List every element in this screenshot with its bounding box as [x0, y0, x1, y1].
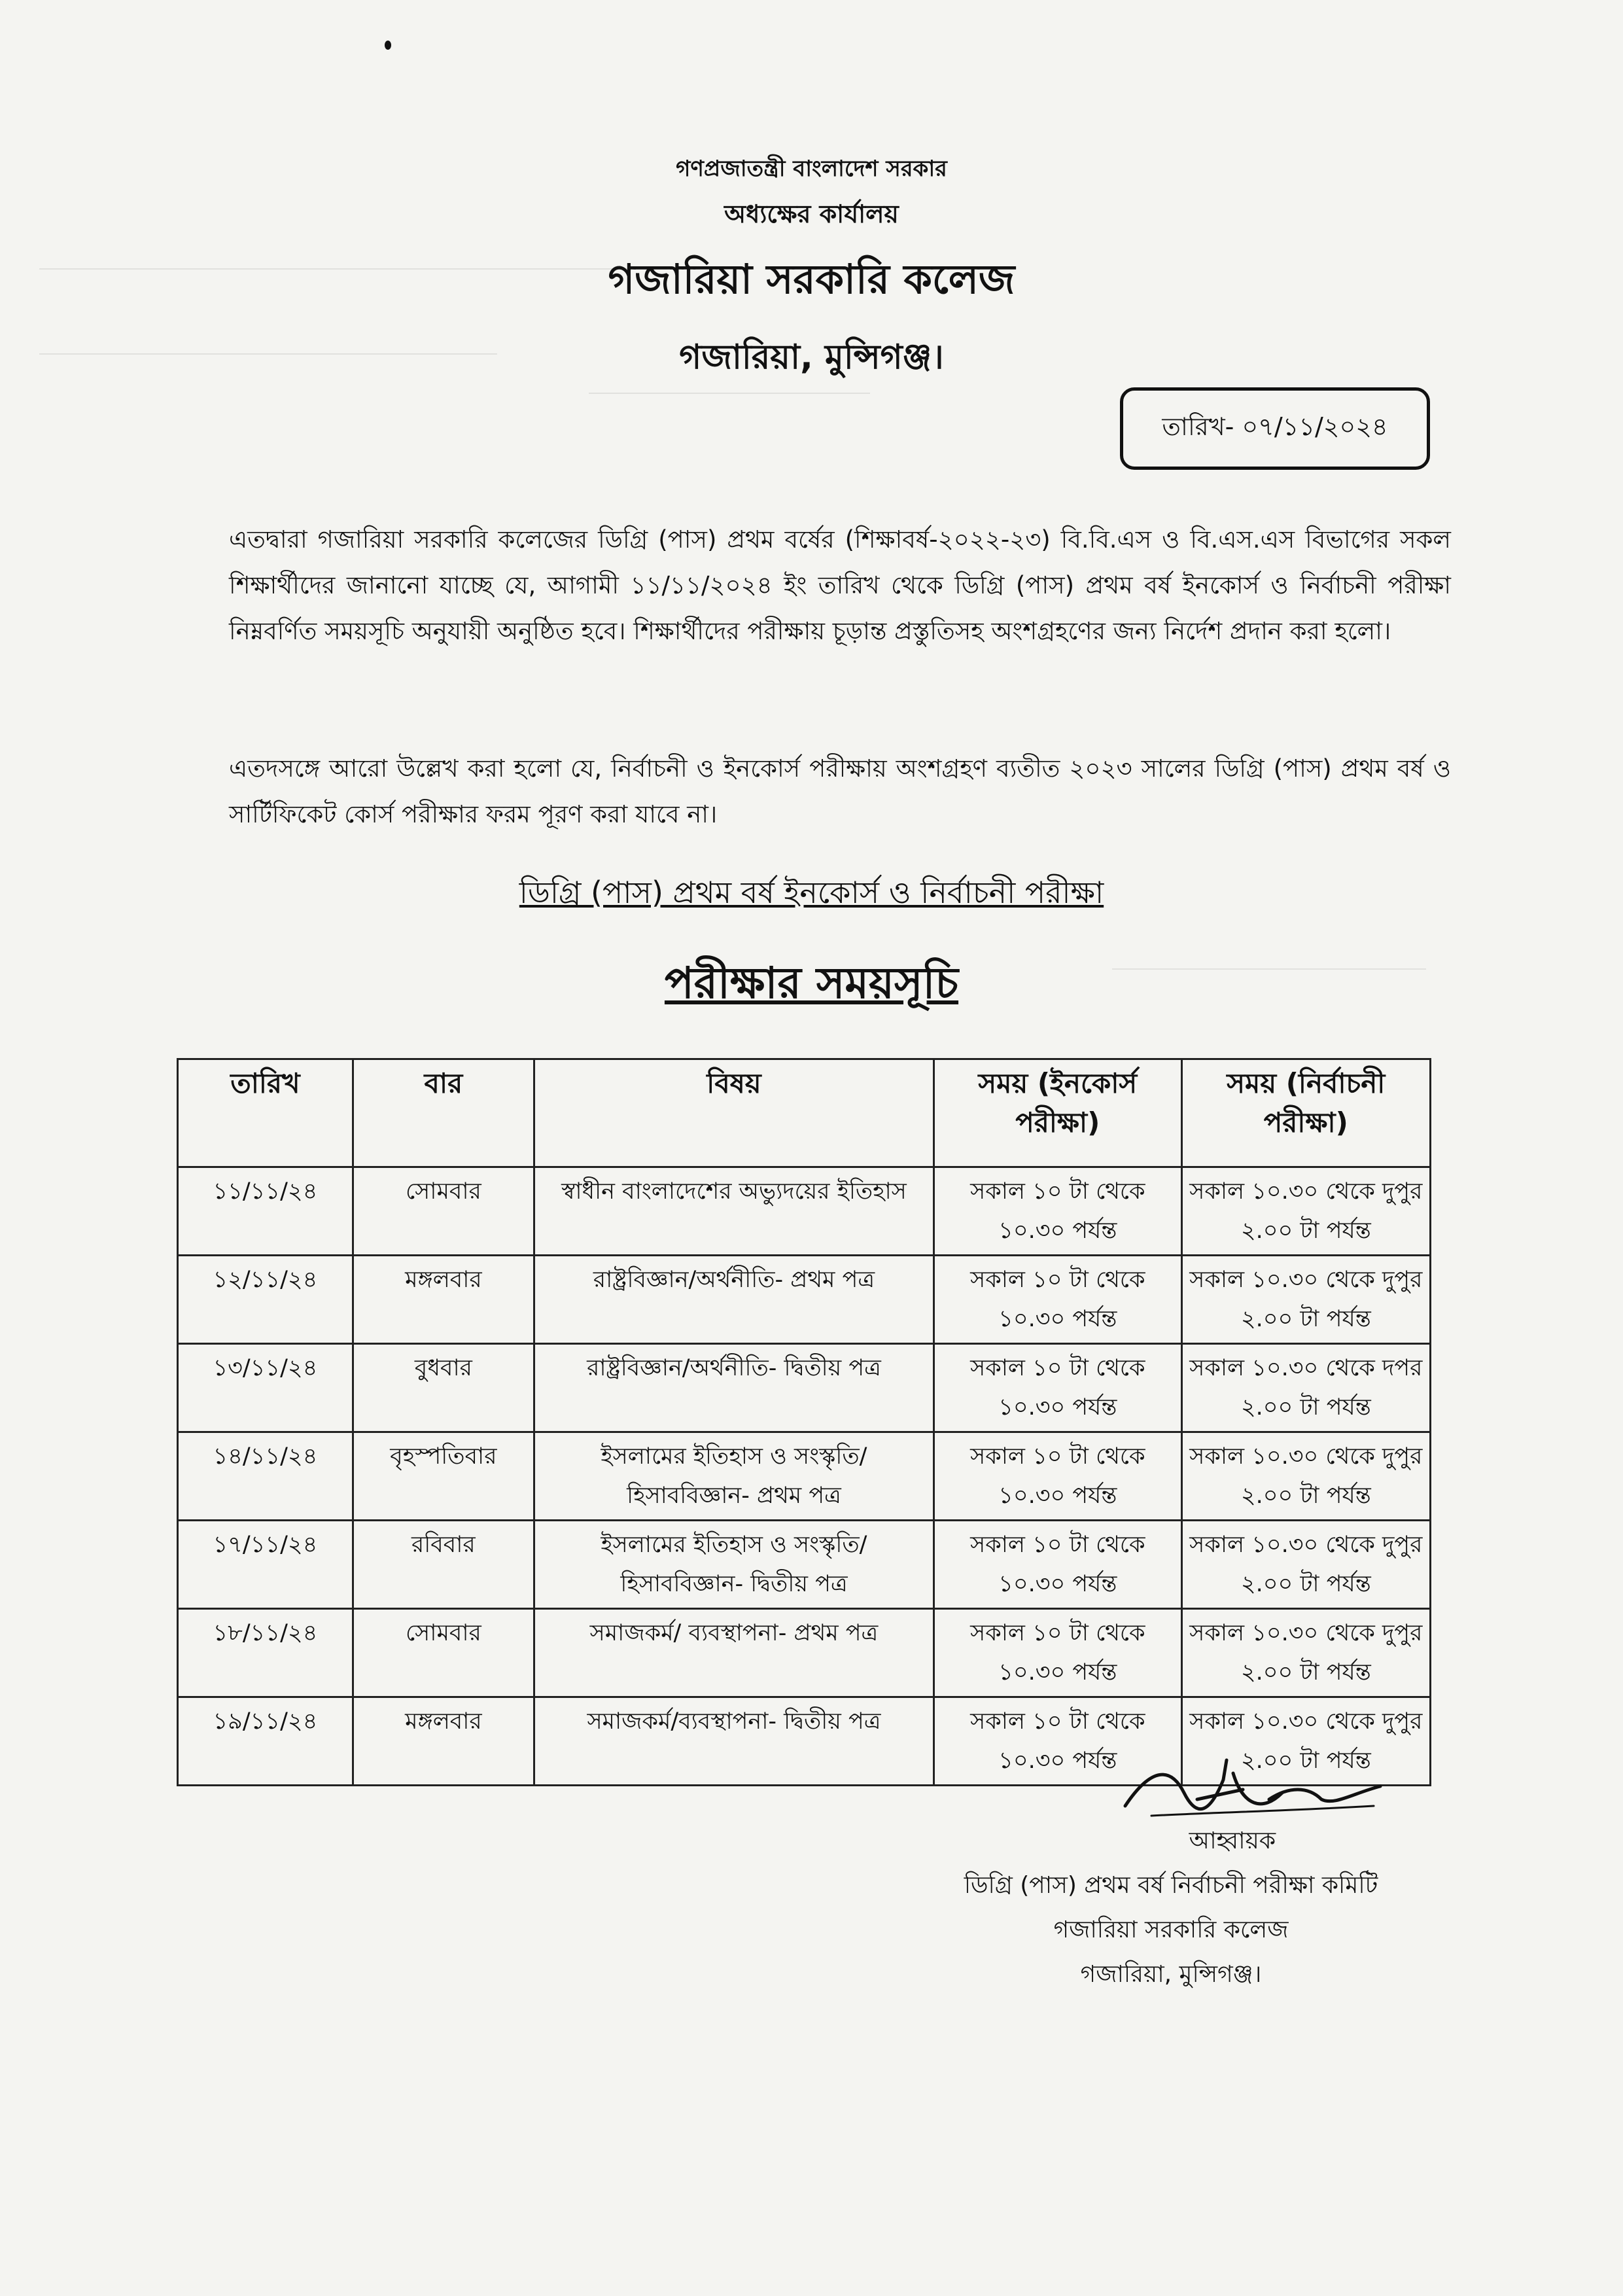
notice-paragraph-1: এতদ্বারা গজারিয়া সরকারি কলেজের ডিগ্রি (পাস) প্রথম বর্ষের (শিক্ষাবর্ষ-২০২২-২৩) বি.বি.এস ও বি.এস.এস বিভাগের সকল শিক্ষার্থীদের জানানো যাচ্ছে যে, আগামী ১১/১১/২০২৪ ইং তারিখ থেকে ডিগ্রি (পাস) প্রথম বর্ষ ইনকোর্স ও নির্বাচনী পরীক্ষা নিম্নবর্ণিত সময়সূচি অনুযায়ী অনুষ্ঠিত হবে। শিক্ষার্থীদের পরীক্ষায় চূড়ান্ত প্রস্তুতিসহ অংশগ্রহণের জন্য নির্দেশ প্রদান করা হলো।: [229, 525, 1451, 645]
row-date: ১১/১১/২৪: [178, 1167, 353, 1256]
row-incourse-time: সকাল ১০ টা থেকে ১০.৩০ পর্যন্ত: [934, 1697, 1181, 1786]
bleed-through-text: [209, 2015, 216, 2038]
table-header-row: [178, 1059, 1431, 1167]
row-date: ১৭/১১/২৪: [178, 1521, 353, 1609]
row-incourse-time: সকাল ১০ টা থেকে ১০.৩০ পর্যন্ত: [934, 1521, 1181, 1609]
row-subject: ইসলামের ইতিহাস ও সংস্কৃতি/ হিসাববিজ্ঞান- দ্বিতীয় পত্র: [534, 1521, 934, 1609]
schedule-subtitle: ডিগ্রি (পাস) প্রথম বর্ষ ইনকোর্স ও নির্বাচনী পরীক্ষা: [519, 875, 1104, 910]
signatory-role: আহ্বায়ক: [1189, 1828, 1276, 1854]
table-row: [178, 1344, 1431, 1432]
row-test-time: সকাল ১০.৩০ থেকে দুপুর ২.০০ টা পর্যন্ত: [1181, 1167, 1430, 1256]
header-test-time: সময় (নির্বাচনী পরীক্ষা): [1181, 1059, 1430, 1167]
row-incourse-time: সকাল ১০ টা থেকে ১০.৩০ পর্যন্ত: [934, 1344, 1181, 1432]
row-day: মঙ্গলবার: [353, 1697, 534, 1786]
college-name: গজারিয়া সরকারি কলেজ: [608, 255, 1015, 303]
row-subject: ইসলামের ইতিহাস ও সংস্কৃতি/ হিসাববিজ্ঞান- প্রথম পত্র: [534, 1432, 934, 1521]
signature-location: গজারিয়া, মুন্সিগঞ্জ।: [1080, 1961, 1262, 1988]
row-day: বুধবার: [353, 1344, 534, 1432]
handwritten-signature: [1112, 1754, 1393, 1826]
row-incourse-time: সকাল ১০ টা থেকে ১০.৩০ পর্যন্ত: [934, 1432, 1181, 1521]
header-incourse-time: সময় (ইনকোর্স পরীক্ষা): [934, 1059, 1181, 1167]
row-subject: সমাজকর্ম/ব্যবস্থাপনা- দ্বিতীয় পত্র: [534, 1697, 934, 1786]
government-line: গণপ্রজাতন্ত্রী বাংলাদেশ সরকার: [676, 156, 947, 182]
header-date: তারিখ: [178, 1059, 353, 1167]
row-date: ১২/১১/২৪: [178, 1256, 353, 1344]
row-day: রবিবার: [353, 1521, 534, 1609]
notice-date: তারিখ- ০৭/১১/২০২৪: [1162, 412, 1388, 441]
header-day: বার: [353, 1059, 534, 1167]
row-date: ১৪/১১/২৪: [178, 1432, 353, 1521]
table-row: [178, 1609, 1431, 1697]
signature-block: [896, 1819, 1446, 1997]
signature-college: গজারিয়া সরকারি কলেজ: [1053, 1916, 1289, 1943]
schedule-table: [177, 1058, 1431, 1786]
row-incourse-time: সকাল ১০ টা থেকে ১০.৩০ পর্যন্ত: [934, 1609, 1181, 1697]
office-line: অধ্যক্ষের কার্যালয়: [724, 200, 899, 228]
row-test-time: সকাল ১০.৩০ থেকে দুপুর ২.০০ টা পর্যন্ত: [1181, 1256, 1430, 1344]
date-box: [1120, 387, 1430, 470]
college-location: গজারিয়া, মুন্সিগঞ্জ।: [679, 338, 944, 377]
row-incourse-time: সকাল ১০ টা থেকে ১০.৩০ পর্যন্ত: [934, 1167, 1181, 1256]
row-subject: রাষ্ট্রবিজ্ঞান/অর্থনীতি- দ্বিতীয় পত্র: [534, 1344, 934, 1432]
row-subject: স্বাধীন বাংলাদেশের অভ্যুদয়ের ইতিহাস: [534, 1167, 934, 1256]
notice-paragraph-2: এতদসঙ্গে আরো উল্লেখ করা হলো যে, নির্বাচনী ও ইনকোর্স পরীক্ষায় অংশগ্রহণ ব্যতীত ২০২৩ সালের ডিগ্রি (পাস) প্রথম বর্ষ ও সার্টিফিকেট কোর্স পরীক্ষার ফরম পূরণ করা যাবে না।: [229, 754, 1451, 828]
row-test-time: সকাল ১০.৩০ থেকে দুপুর ২.০০ টা পর্যন্ত: [1181, 1432, 1430, 1521]
row-incourse-time: সকাল ১০ টা থেকে ১০.৩০ পর্যন্ত: [934, 1256, 1181, 1344]
header-subject: বিষয়: [534, 1059, 934, 1167]
committee-name: ডিগ্রি (পাস) প্রথম বর্ষ নির্বাচনী পরীক্ষা কমিটি: [964, 1872, 1378, 1899]
row-subject: সমাজকর্ম/ ব্যবস্থাপনা- প্রথম পত্র: [534, 1609, 934, 1697]
row-test-time: সকাল ১০.৩০ থেকে দপর ২.০০ টা পর্যন্ত: [1181, 1344, 1430, 1432]
table-row: [178, 1167, 1431, 1256]
row-day: সোমবার: [353, 1609, 534, 1697]
row-day: সোমবার: [353, 1167, 534, 1256]
table-row: [178, 1432, 1431, 1521]
row-date: ১৯/১১/২৪: [178, 1697, 353, 1786]
schedule-title: পরীক্ষার সময়সূচি: [664, 958, 959, 1008]
bleed-through-line: [589, 393, 870, 394]
row-subject: রাষ্ট্রবিজ্ঞান/অর্থনীতি- প্রথম পত্র: [534, 1256, 934, 1344]
row-day: মঙ্গলবার: [353, 1256, 534, 1344]
row-test-time: সকাল ১০.৩০ থেকে দুপুর ২.০০ টা পর্যন্ত: [1181, 1697, 1430, 1786]
row-date: ১৩/১১/২৪: [178, 1344, 353, 1432]
row-test-time: সকাল ১০.৩০ থেকে দুপুর ২.০০ টা পর্যন্ত: [1181, 1609, 1430, 1697]
row-test-time: সকাল ১০.৩০ থেকে দুপুর ২.০০ টা পর্যন্ত: [1181, 1521, 1430, 1609]
row-date: ১৮/১১/২৪: [178, 1609, 353, 1697]
row-day: বৃহস্পতিবার: [353, 1432, 534, 1521]
scan-speck: [385, 41, 391, 50]
table-row: [178, 1256, 1431, 1344]
table-row: [178, 1521, 1431, 1609]
